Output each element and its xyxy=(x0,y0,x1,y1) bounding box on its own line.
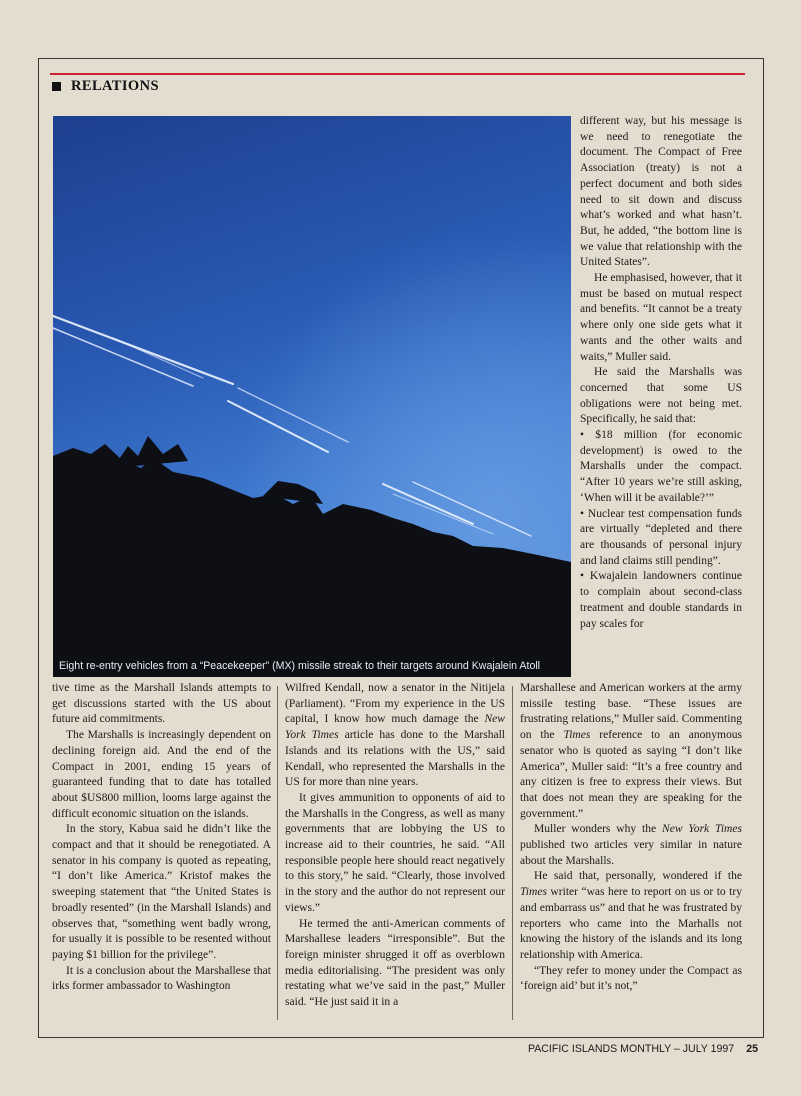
missile-photo xyxy=(53,116,571,677)
section-header xyxy=(52,78,159,95)
section-rule xyxy=(50,73,745,75)
section-bullet-icon xyxy=(52,82,61,91)
paragraph: In the story, Kabua said he didn’t like the compact and that it should be renegotiated. A senator in his company is quoted as repeating, “I don’t like America.” Kristof makes the sweeping statement that “the United States is broadly resented” (in the Marshall Islands) and observes that, “something went badly wrong, for usually it is possible to be resented without paying $1 billion for the privilege”. xyxy=(52,823,271,961)
paragraph: different way, but his message is we need to renegotiate the document. The Compact of Free Association (treaty) is not a perfect document and both sides need to sit down and discuss what’s worked and what hasn’t. But, he added, “the bottom line is we value that relationship with the United States”. xyxy=(580,115,742,269)
paragraph: “They refer to money under the Compact as ‘foreign aid’ but it’s not,” xyxy=(520,964,742,993)
paragraph: tive time as the Marshall Islands attempts to get discussions started with the US about future aid commitments. xyxy=(52,682,271,726)
paragraph: He emphasised, however, that it must be based on mutual respect and benefits. “It cannot be a treaty where only one side gets what it wants and the other waits and waits,” Muller said. xyxy=(580,272,742,363)
page-footer xyxy=(528,1043,758,1055)
paragraph: Muller wonders why the New York Times published two articles very similar in nature about the Marshalls. xyxy=(520,823,743,867)
paragraph: He said that, personally, wondered if the Times writer “was here to report on us or to try and embarrass us” and that he was frustrated by reporters who came into the Marhalls not knowing the history of the islands and its long relationship with America. xyxy=(520,870,742,961)
publication-line: PACIFIC ISLANDS MONTHLY – JULY 1997 xyxy=(527,1043,735,1055)
paragraph: It is a conclusion about the Marshallese that irks former ambassador to Washington xyxy=(52,964,271,993)
bullet-paragraph: • Nuclear test compensation funds are virtually “depleted and there are thousands of personal injury and land claims still pending”. xyxy=(580,507,742,567)
photo-caption: Eight re-entry vehicles from a “Peacekeeper” (MX) missile streak to their targets around Kwajalein Atoll xyxy=(59,660,541,672)
page-number: 25 xyxy=(746,1043,758,1055)
section-title: RELATIONS xyxy=(71,78,159,94)
column-divider xyxy=(512,686,513,1020)
paragraph: Marshallese and American workers at the army missile testing base. “These issues are frustrating relations,” Muller said. Commenting on the Times reference to an anonymous senator who is quoted as saying “I don’t like America”, Muller said: “It’s a free country and any citizen is free to express their views. But that does not mean they are speaking for the government.” xyxy=(520,682,742,820)
article-column-3 xyxy=(520,681,742,995)
paragraph: He termed the anti-American comments of Marshallese leaders “irresponsible”. But the foreign minister shrugged it off as overblown media editorialising. “The president was only restating what we’ve said in the past,” Muller said. “He just said it in a xyxy=(285,917,505,1009)
paragraph: The Marshalls is increasingly dependent on declining foreign aid. And the end of the Compact in 2001, ending 15 years of guaranteed funding that to date has totalled about $US800 million, looms large against the difficult economic situation on the islands. xyxy=(52,729,271,820)
column-divider xyxy=(277,686,278,1020)
article-column-2 xyxy=(285,681,505,1011)
paragraph: He said the Marshalls was concerned that some US obligations were not being met. Specifically, he said that: xyxy=(580,366,742,426)
article-column-1 xyxy=(52,681,271,995)
bullet-paragraph: • $18 million (for economic development) is owed to the Marshalls under the compact. “After 10 years we’re still asking, ‘When will it be available?’” xyxy=(580,429,742,504)
article-column-top-right xyxy=(580,114,742,632)
paragraph: It gives ammunition to opponents of aid to the Marshalls in the Congress, as well as many governments that are lobbying the US to increase aid to their countries, he said. “All responsible people here should react negatively to this story,” he said. “Clearly, those involved in the story and the author do not represent our views.” xyxy=(285,791,505,914)
night-sky-image xyxy=(53,116,571,677)
paragraph: Wilfred Kendall, now a senator in the Nitijela (Parliament). “From my experience in the US capital, I know how much damage the New York Times article has done to the Marshall Islands and its relations with the US,” said Kendall, who represented the Marshalls in the US for more than nine years. xyxy=(285,682,506,789)
bullet-paragraph: • Kwajalein landowners continue to complain about second-class treatment and double standards in pay scales for xyxy=(580,570,742,630)
